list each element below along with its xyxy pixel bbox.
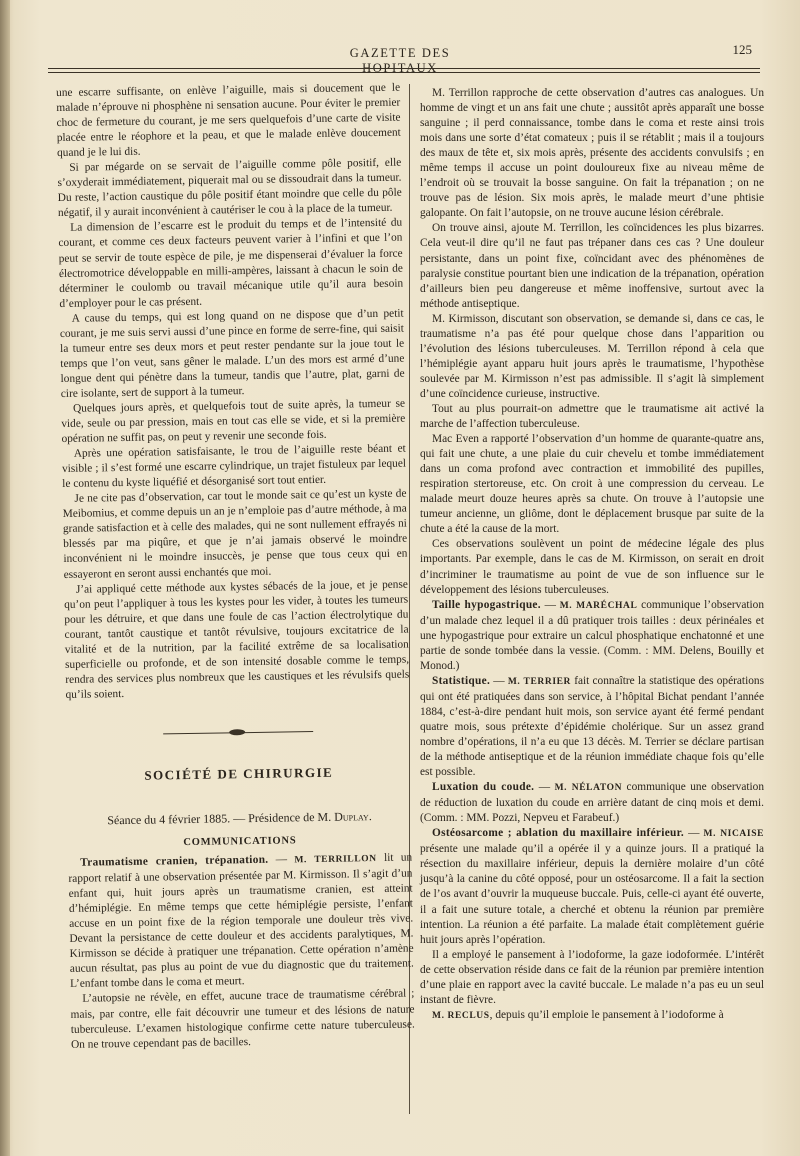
session-date: Séance du 4 février 1885. — Présidence de M. xyxy=(107,809,335,828)
entry-title: Statistique. xyxy=(432,674,491,687)
entry-title: Taille hypogastrique. xyxy=(432,598,541,611)
left-column xyxy=(56,81,415,1053)
paragraph: J’ai appliqué cette méthode aux kystes sébacés de la joue, et je pense qu’on peut l’appliquer à tous les kystes pour les vider, à toutes les tumeurs pour les détruire, et que dans une foule de cas l’action électrolytique du courant, tantôt caustique et tantôt révulsive, toujours excitatrice de la vitalité et de la nutrition, par la facilité extrême de sa localisation superficielle ou profonde, et de son intensité dosable comme le temps, rendra des services plus nombreux que les caustiques et les révulsifs quels qu’ils soient. xyxy=(64,578,410,701)
entry-osteosarcome: Ostéosarcome ; ablation du maxillaire inférieur. — M. NICAISE présente une malade qu’il a opérée il y a quinze jours. Il a pratiqué la résection du maxillaire inférieur, depuis la dernière molaire d’un côté jusqu’à la canine du côté opposé, pour un ostéosarcome. Il a fait la section de l’os avant d’ouvrir la muqueuse buccale. Puis, celle-ci ayant été ouverte, il a fait une suture totale, a cherché et obtenu la réunion par première intention. La réunion a été parfaite. La malade était complètement guérie huit jours après l’opération. xyxy=(420,827,765,946)
paragraph: L’autopsie ne révèle, en effet, aucune trace de traumatisme cérébral ; mais, par contre, elle fait découvrir une tumeur et des lésions de nature tuberculeuse. L’examen histologique confirme cette nature tuberculeuse. On ne trouve cependant pas de bacilles. xyxy=(70,987,415,1051)
paragraph: Si par mégarde on se servait de l’aiguille comme pôle positif, elle s’oxyderait immédiatement, piquerait mal ou se dissoudrait dans la tumeur. Du reste, l’action caustique du pôle positif étant moindre que celle du pôle négatif, il y aurait inconvénient à cautériser le cou à la place de la tumeur. xyxy=(57,156,402,220)
paragraph: La dimension de l’escarre est le produit du temps et de l’intensité du courant, et comme ces deux facteurs peuvent varier à l’infini et que l’on peut se servir de toute espèce de pile, je me dispenserai d’évaluer la force électromotrice développable en milli-ampères, laissant à chacun le soin de déterminer le coulomb ou travail mécanique utile qu’il aura besoin d’employer pour le cas présent. xyxy=(58,217,404,310)
session-line xyxy=(67,808,411,828)
paragraph: Il a employé le pansement à l’iodoforme, la gaze iodoformée. L’intérêt de cette observation réside dans ce fait de la réunion par première intention d’une plaie en rapport avec la cavité buccale. Le malade n’a pas eu un seul instant de fièvre. xyxy=(420,948,764,1006)
paragraph: M. Kirmisson, discutant son observation, se demande si, dans ce cas, le traumatisme n’a pas été pour quelque chose dans l’apparition ou l’évolution des lésions tuberculeuses. M. Terrillon répond à cela que l’hémiplégie ayant apparu huit jours après le traumatisme, l’hypothèse soulevée par M. Kirmisson n’est pas admissible. Il s’agit là simplement d’une coïncidence curieuse, instructive. xyxy=(420,312,764,400)
entry-dash: — xyxy=(268,853,295,866)
book-spine-edge xyxy=(0,0,10,1156)
entry-text: , depuis qu’il emploie le pansement à l’iodoforme à xyxy=(489,1008,724,1021)
entry-reclus xyxy=(420,1008,764,1024)
entry-speaker: M. RECLUS xyxy=(432,1010,490,1021)
entry-luxation: Luxation du coude. — M. NÉLATON communique une observation de réduction de luxation du coude en arrière datant de cinq mois et demi. (Comm. : MM. Pozzi, Nepveu et Farabeuf.) xyxy=(420,781,765,825)
entry-speaker: M. NÉLATON xyxy=(554,783,623,794)
paragraph: A cause du temps, qui est long quand on ne dispose que d’un petit courant, je me suis servi aussi d’une pince en forme de serre-fine, qui saisit la tumeur entre ses deux mors et peut rester pendante sur la joue tout le temps que l’on veut, sans gêner le malade. L’un des mors est armé d’une longue dent qui pénètre dans la tumeur, tandis que l’autre, plat, garni de cire isolante, sert de support à la tumeur. xyxy=(59,307,405,400)
session-president: Duplay. xyxy=(334,809,372,824)
entry-text: communique l’observation d’un malade chez lequel il a dû pratiquer trois tailles : deux périnéales et une hypogastrique pour extraire un calcul phosphatique enchatonné et une partie de sonde tombée dans la vessie. (Comm. : MM. Delens, Bouilly et Monod.) xyxy=(420,598,764,672)
entry-speaker: M. TERRIER xyxy=(507,676,572,687)
entry-taille: Taille hypogastrique. — M. MARÉCHAL communique l’observation d’un malade chez lequel il a dû pratiquer trois tailles : deux périnéales et une hypogastrique pour extraire un calcul phosphatique enchatonné et une partie de sonde tombée dans la vessie. (Comm. : MM. Delens, Bouilly et Monod.) xyxy=(420,598,764,672)
section-title: SOCIÉTÉ DE CHIRURGIE xyxy=(144,764,334,783)
entry-text: fait connaître la statistique des opérations qui ont été pratiquées dans son service, à l’hôpital Bichat pendant l’année 1884, c’est-à-dire pendant huit mois, son service ayant été fermé pendant quatre mois, sous prétexte d’épidémie cholérique. Sur un assez grand nombre d’opérations, il n’a eu que 13 décès. M. Terrier se déclare partisan de la méthode antiseptique et de la réunion immédiate chaque fois qu’elle est possible. xyxy=(420,674,764,779)
entry-text: présente une malade qu’il a opérée il y a quinze jours. Il a pratiqué la résection du maxillaire inférieur, depuis la dernière molaire d’un côté jusqu’à la canine du côté opposé, pour un ostéosarcome. Il a fait la section de l’os avant d’ouvrir la muqueuse buccale. Puis, celle-ci ayant été ouverte, il a fait une suture totale, a cherché et obtenu la réunion par première intention. La réunion a été parfaite. La malade était complètement guérie huit jours après l’opération. xyxy=(420,843,764,946)
paragraph: Après une opération satisfaisante, le trou de l’aiguille reste béant et visible ; il s’est formé une escarre cylindrique, un trajet fistuleux par lequel le contenu du kyste liquéfié et désorganisé sort tout entier. xyxy=(61,442,407,491)
paragraph: une escarre suffisante, on enlève l’aiguille, mais si doucement que le malade n’éprouve ni phosphène ni sensation aucune. Pour éviter le premier choc de fermeture du courant, je me sers quelquefois d’une carte de visite placée entre le réophore et la peau, et que le malade enlève doucement quand je le lui dis. xyxy=(56,81,401,160)
paragraph: Quelques jours après, et quelquefois tout de suite après, la tumeur se vide, seule ou par pression, mais en tout cas elle se vide, et si la première opération ne suffit pas, on peut y revenir une seconde fois. xyxy=(61,397,406,446)
paragraph: Mac Even a rapporté l’observation d’un homme de quarante-quatre ans, qui fait une chute, a une plaie du cuir chevelu et tombe immédiatement dans un coma profond avec contraction et immobilité des pupilles, respiration stertoreuse, etc. On croit à une compression du cerveau. Le malade meurt douze heures après sa chute. On trouve à l’autopsie une tumeur ancienne, un gliôme, dont le déplacement brusque par suite de la chute a été la cause de la mort. xyxy=(420,433,764,536)
communications-heading: COMMUNICATIONS xyxy=(183,835,297,849)
entry-trauma xyxy=(68,851,414,993)
page-number: 125 xyxy=(732,42,752,57)
entry-speaker: M. MARÉCHAL xyxy=(559,600,638,611)
entry-speaker: M. NICAISE xyxy=(703,829,765,840)
entry-statistique: Statistique. — M. TERRIER fait connaître la statistique des opérations qui ont été pratiquées dans son service, à l’hôpital Bichat pendant l’année 1884, c’est-à-dire pendant huit mois, son service ayant été fermé pendant quatre mois, sous prétexte d’épidémie cholérique. Sur un assez grand nombre d’opérations, il n’a eu que 13 décès. M. Terrier se déclare partisan de la méthode antiseptique et de la réunion immédiate chaque fois qu’elle est possible. xyxy=(420,674,764,779)
entry-text: communique une observation de réduction de luxation du coude en arrière datant de cinq mois et demi. (Comm. : MM. Pozzi, Nepveu et Farabeuf.) xyxy=(420,781,765,825)
paragraph: Ces observations soulèvent un point de médecine légale des plus importants. Par exemple, dans le cas de M. Kirmisson, on serait en droit d’incriminer le traumatisme au point de vue de son influence sur le développement des lésions tuberculeuses. xyxy=(420,538,764,596)
paragraph: M. Terrillon rapproche de cette observation d’autres cas analogues. Un homme de vingt et un ans fait une chute ; aussitôt après apparaît une bosse sanguine ; il perd connaissance, tombe dans le coma et reste ainsi trois mois dans une sorte d’état comateux ; puis il se rétablit ; mais il a toujours des maux de tête et, six mois après, présente des accidents convulsifs ; en même temps il accuse un point douloureux fixe au niveau même de l’endroit où se trouvait la bosse sanguine. On fait la trépanation ; on ne trouve pas de lésion. Six mois après, le malade meurt d’une phtisie galopante. On fait l’autopsie, on ne trouve aucune lésion cérébrale. xyxy=(420,87,764,220)
right-column xyxy=(420,86,764,1024)
running-title: GAZETTE DES HOPITAUX xyxy=(349,46,451,75)
paragraph: Je ne cite pas d’observation, car tout le monde sait ce qu’est un kyste de Meibomius, et comme depuis un an je n’emploie pas d’autre méthode, à ma grande satisfaction et à celle des malades, qui ne sont nullement effrayés ni blessés par ma piqûre, et que je n’ai jamais observé le moindre inconvénient ni le moindre insuccès, je pense que tous ceux qui en essayeront en seront aussi enchantés que moi. xyxy=(62,487,408,581)
entry-title: Traumatisme cranien, trépanation. xyxy=(80,853,269,869)
header-rule-thin xyxy=(48,72,760,73)
paragraph: Tout au plus pourrait-on admettre que le traumatisme ait activé la marche de l’affection tuberculeuse. xyxy=(420,402,764,431)
entry-title: Luxation du coude. xyxy=(432,781,535,794)
section-separator xyxy=(163,731,313,737)
entry-title: Ostéosarcome ; ablation du maxillaire inférieur. xyxy=(432,827,685,840)
paragraph: On trouve ainsi, ajoute M. Terrillon, les coïncidences les plus bizarres. Cela veut-il dire qu’il ne faut pas trépaner dans ces cas ? Une douleur persistante, dans un point fixe, coïncidant avec des phénomènes de paralysie constitue pourtant bien une indication de la trépanation, opération d’ailleurs bien peu dangereuse et même inoffensive, surtout avec la méthode antiseptique. xyxy=(420,222,764,310)
entry-speaker: M. TERRILLON xyxy=(294,854,377,866)
entry-text: lit un rapport relatif à une observation présentée par M. Kirmisson. Il s’agit d’un enfant qui, huit jours après un traumatisme cranien, est atteint d’hémiplégie. En même temps que cette hémiplégie persiste, l’enfant accuse en un point fixe de la région temporale une douleur très vive. Devant la persistance de cette douleur et des accidents paralytiques, M. Kirmisson se décide à pratiquer une trépanation. Cette opération n’amène aucun résultat, pas plus au point de vue du diagnostic que du traitement. L’enfant tombe dans le coma et meurt. xyxy=(68,851,414,991)
header-rule xyxy=(48,68,760,69)
